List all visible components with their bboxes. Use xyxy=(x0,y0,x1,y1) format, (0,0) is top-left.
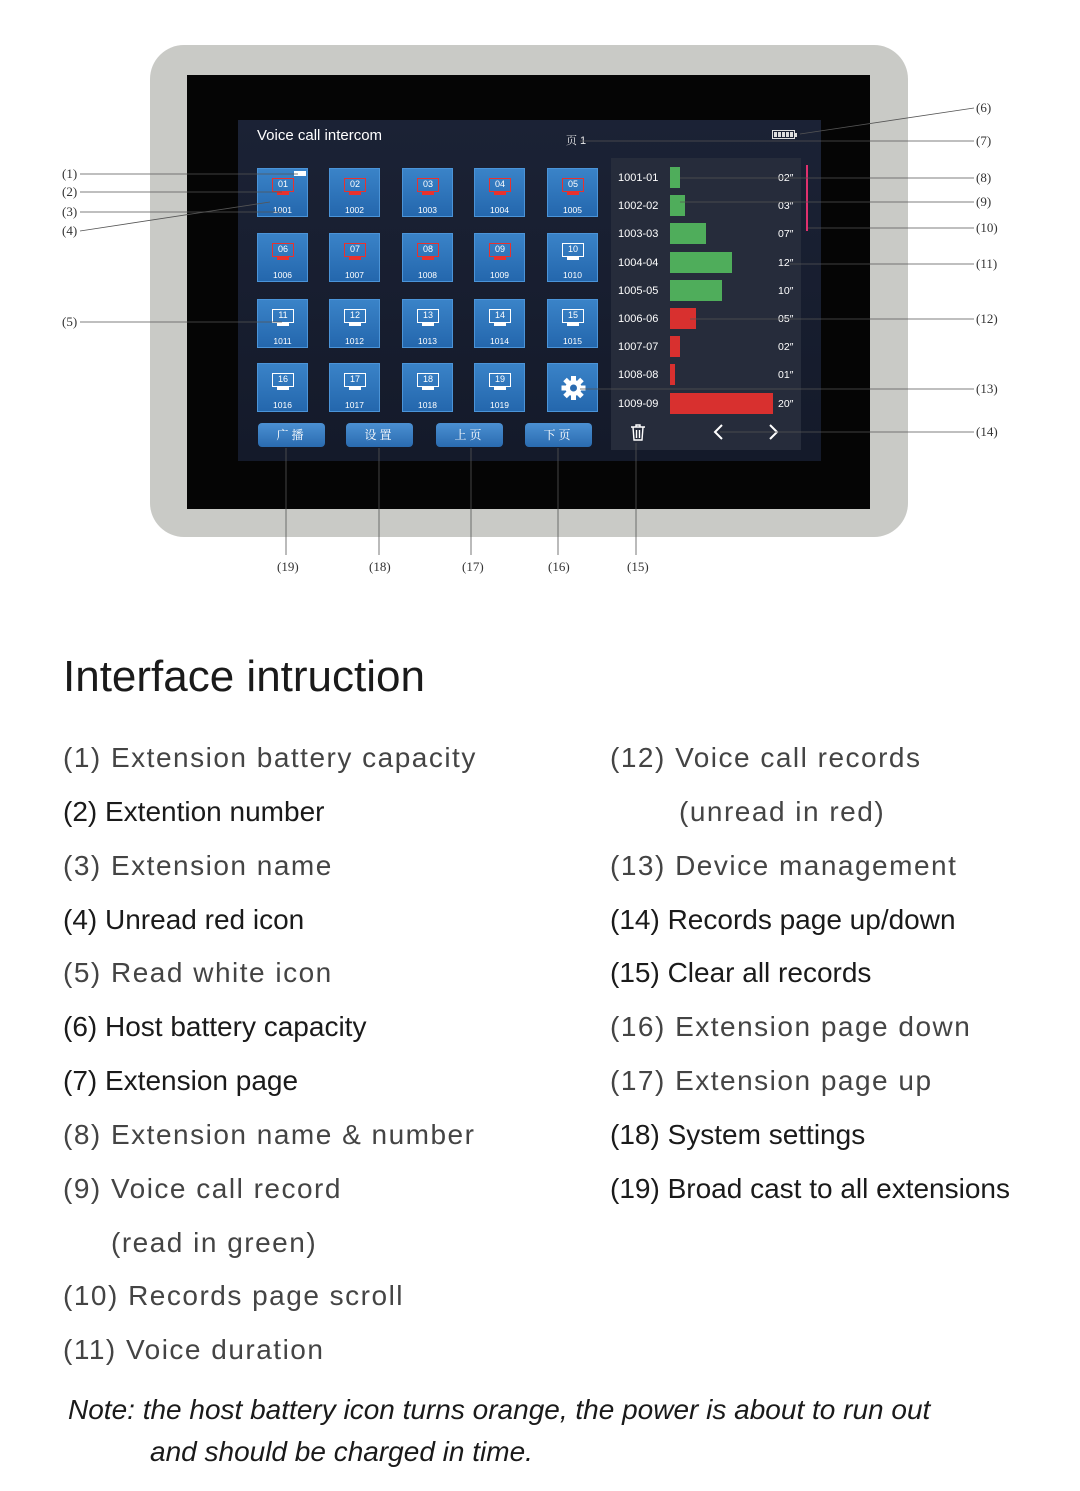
desc-4: (4) Unread red icon xyxy=(63,904,305,935)
desc-9-cont: (read in green) xyxy=(111,1227,318,1258)
extension-number: 05 xyxy=(562,178,584,192)
callout-17: (17) xyxy=(462,559,484,574)
record-extension-label: 1009-09 xyxy=(618,397,659,410)
callout-7: (7) xyxy=(976,133,992,148)
callout-9: (9) xyxy=(976,194,992,209)
extension-number: 03 xyxy=(417,178,439,192)
desc-1: (1) Extension battery capacity xyxy=(63,742,477,773)
extension-name: 1009 xyxy=(490,270,509,280)
desc-17: (17) Extension page up xyxy=(610,1065,933,1096)
desc-5: (5) Read white icon xyxy=(63,957,333,988)
record-duration: 02″ xyxy=(778,172,794,184)
record-duration: 10″ xyxy=(778,284,794,297)
extension-number: 16 xyxy=(272,373,294,387)
desc-9: (9) Voice call record xyxy=(63,1173,342,1204)
extension-name: 1019 xyxy=(490,400,509,410)
extension-name: 1010 xyxy=(563,270,582,280)
callout-15: (15) xyxy=(627,559,649,574)
extension-name: 1004 xyxy=(490,205,509,215)
page-up-button[interactable]: 上页 xyxy=(436,423,503,447)
record-duration: 07″ xyxy=(778,228,794,241)
callout-8: (8) xyxy=(976,170,992,185)
desc-19: (19) Broad cast to all extensions xyxy=(610,1173,1010,1204)
broadcast-button[interactable]: 广播 xyxy=(258,423,325,447)
extension-name: 1001 xyxy=(273,205,292,215)
record-duration: 03″ xyxy=(778,200,794,213)
extension-name: 1007 xyxy=(345,270,364,280)
record-duration: 02″ xyxy=(778,341,794,354)
desc-10: (10) Records page scroll xyxy=(63,1280,405,1311)
extension-name: 1015 xyxy=(563,336,582,346)
callout-10: (10) xyxy=(976,220,998,235)
extension-name: 1016 xyxy=(273,400,292,410)
callout-lines xyxy=(0,0,1080,600)
record-extension-label: 1005-05 xyxy=(618,284,659,297)
callout-2: (2) xyxy=(62,184,78,199)
extension-number: 07 xyxy=(344,243,366,257)
callout-19: (19) xyxy=(277,559,299,574)
extension-name: 1003 xyxy=(418,205,437,215)
callout-11: (11) xyxy=(976,256,998,271)
extension-name: 1006 xyxy=(273,270,292,280)
extension-number: 19 xyxy=(489,373,511,387)
callout-18: (18) xyxy=(369,559,391,574)
desc-7: (7) Extension page xyxy=(63,1065,299,1096)
callout-16: (16) xyxy=(548,559,570,574)
desc-6: (6) Host battery capacity xyxy=(63,1011,367,1042)
extension-number: 06 xyxy=(272,243,294,257)
record-duration: 12″ xyxy=(778,256,794,269)
extension-number: 11 xyxy=(272,309,294,323)
extension-number: 15 xyxy=(562,309,584,323)
desc-12: (12) Voice call records xyxy=(610,742,922,773)
screen-title: Voice call intercom xyxy=(257,127,383,144)
record-extension-label: 1003-03 xyxy=(618,228,659,241)
extension-number: 12 xyxy=(344,309,366,323)
extension-number: 13 xyxy=(417,309,439,323)
page-down-button[interactable]: 下页 xyxy=(525,423,592,447)
extension-number: 09 xyxy=(489,243,511,257)
extension-name: 1018 xyxy=(418,400,437,410)
extension-name: 1013 xyxy=(418,336,437,346)
desc-11: (11) Voice duration xyxy=(63,1334,325,1365)
extension-number: 02 xyxy=(344,178,366,192)
callout-12: (12) xyxy=(976,311,998,326)
note-line-2: and should be charged in time. xyxy=(150,1436,533,1467)
interface-heading: Interface intruction xyxy=(63,652,425,701)
extension-name: 1005 xyxy=(563,205,582,215)
settings-button[interactable]: 设置 xyxy=(346,423,413,447)
extension-number: 01 xyxy=(272,178,294,192)
desc-15: (15) Clear all records xyxy=(610,957,872,988)
record-extension-label: 1002-02 xyxy=(618,200,659,213)
record-duration: 01″ xyxy=(778,369,794,382)
extension-name: 1011 xyxy=(273,336,292,346)
record-extension-label: 1007-07 xyxy=(618,341,659,354)
extension-number: 10 xyxy=(562,243,584,257)
callout-4: (4) xyxy=(62,223,78,238)
record-duration: 05″ xyxy=(778,313,794,325)
desc-14: (14) Records page up/down xyxy=(610,904,956,935)
record-extension-label: 1006-06 xyxy=(618,313,659,325)
extension-name: 1014 xyxy=(490,336,509,346)
record-extension-label: 1004-04 xyxy=(618,256,659,269)
extension-name: 1012 xyxy=(345,336,364,346)
extension-name: 1008 xyxy=(418,270,437,280)
desc-8: (8) Extension name & number xyxy=(63,1119,476,1150)
desc-18: (18) System settings xyxy=(610,1119,866,1150)
record-extension-label: 1001-01 xyxy=(618,172,659,184)
extension-name: 1002 xyxy=(345,205,364,215)
desc-2: (2) Extention number xyxy=(63,796,325,827)
extension-name: 1017 xyxy=(345,400,364,410)
desc-13: (13) Device management xyxy=(610,850,958,881)
desc-3: (3) Extension name xyxy=(63,850,333,881)
extension-page-indicator: 页 1 xyxy=(566,135,587,147)
extension-number: 14 xyxy=(489,309,511,323)
callout-5: (5) xyxy=(62,314,78,329)
record-extension-label: 1008-08 xyxy=(618,369,659,382)
extension-number: 17 xyxy=(344,373,366,387)
extension-number: 04 xyxy=(489,178,511,192)
callout-6: (6) xyxy=(976,100,992,115)
desc-12-cont: (unread in red) xyxy=(679,796,886,827)
extension-number: 18 xyxy=(417,373,439,387)
callout-13: (13) xyxy=(976,381,998,396)
callout-1: (1) xyxy=(62,166,78,181)
desc-16: (16) Extension page down xyxy=(610,1011,972,1042)
note-line-1: Note: the host battery icon turns orange, the power is about to run out xyxy=(68,1394,931,1425)
callout-14: (14) xyxy=(976,424,998,439)
callout-3: (3) xyxy=(62,204,78,219)
record-duration: 20″ xyxy=(778,397,794,410)
extension-number: 08 xyxy=(417,243,439,257)
